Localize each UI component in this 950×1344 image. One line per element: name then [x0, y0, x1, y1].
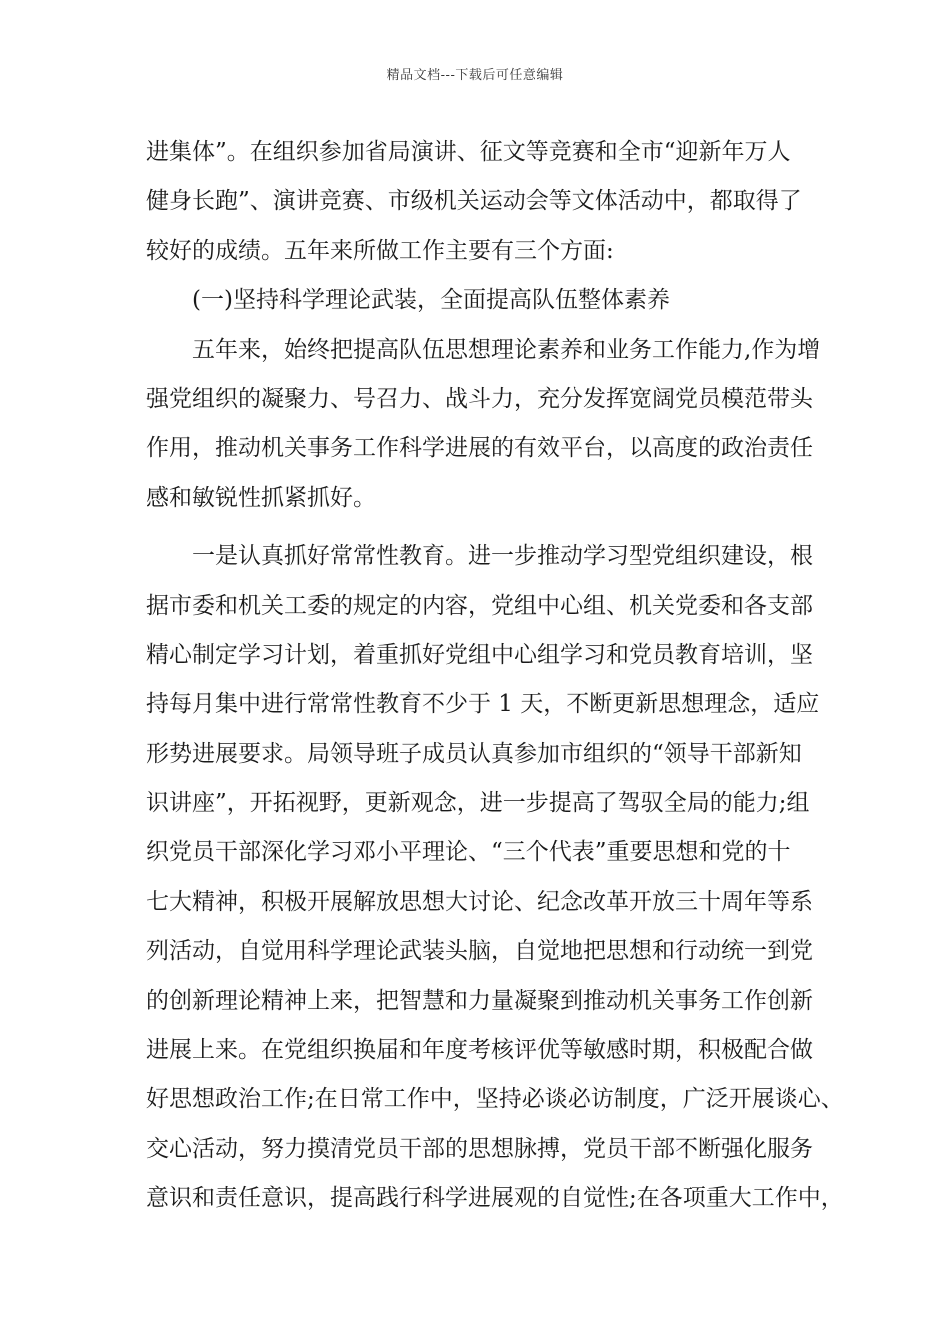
text-line: 持每月集中进行常常性教育不少于 1 天，不断更新思想理念，适应 [146, 691, 820, 718]
text-line: 形势进展要求。局领导班子成员认真参加市组织的“领导干部新知 [146, 740, 802, 767]
text-line: 进展上来。在党组织换届和年度考核评优等敏感时期，积极配合做 [146, 1037, 813, 1064]
page-header: 精品文档---下载后可任意编辑 [386, 68, 564, 83]
text-line: 较好的成绩。五年来所做工作主要有三个方面: [146, 237, 614, 264]
text-line: 进集体”。在组织参加省局演讲、征文等竞赛和全市“迎新年万人 [146, 139, 791, 165]
section-heading-text: (一)坚持科学理论武装，全面提高队伍整体素养 [192, 287, 670, 314]
text-line: 好思想政治工作;在日常工作中，坚持必谈必访制度，广泛开展谈心、 [146, 1086, 844, 1113]
paragraph-overview [146, 326, 821, 524]
text-line: 的创新理论精神上来，把智慧和力量凝聚到推动机关事务工作创新 [146, 987, 813, 1014]
text-line: 强党组织的凝聚力、号召力、战斗力，充分发挥宽阔党员模范带头 [146, 385, 813, 412]
document-body [146, 128, 844, 1224]
text-line: 列活动，自觉用科学理论武装头脑，自觉地把思想和行动统一到党 [146, 938, 813, 965]
text-line: 织党员干部深化学习邓小平理论、“三个代表”重要思想和党的十 [146, 839, 791, 866]
text-line: 据市委和机关工委的规定的内容，党组中心组、机关党委和各支部 [146, 592, 813, 619]
text-line: 精心制定学习计划，着重抓好党组中心组学习和党员教育培训，坚 [146, 641, 813, 668]
paragraph-intro-continuation [146, 128, 806, 276]
text-line: 七大精神，积极开展解放思想大讨论、纪念改革开放三十周年等系 [146, 888, 813, 915]
text-line: 交心活动，努力摸清党员干部的思想脉搏，党员干部不断强化服务 [146, 1135, 813, 1162]
text-line: 一是认真抓好常常性教育。进一步推动学习型党组织建设，根 [192, 543, 813, 570]
text-line: 意识和责任意识，提高践行科学进展观的自觉性;在各项重大工作中， [146, 1185, 844, 1212]
text-line: 识讲座”，开拓视野，更新观念，进一步提高了驾驭全局的能力;组 [146, 790, 810, 817]
text-line: 健身长跑”、演讲竞赛、市级机关运动会等文体活动中，都取得了 [146, 188, 802, 215]
text-line: 感和敏锐性抓紧抓好。 [146, 484, 376, 511]
section-heading [146, 276, 806, 325]
text-line: 作用，推动机关事务工作科学进展的有效平台，以高度的政治责任 [146, 435, 813, 462]
text-line: 五年来，始终把提高队伍思想理论素养和业务工作能力,作为增 [192, 336, 821, 363]
paragraph-education [146, 532, 844, 1223]
